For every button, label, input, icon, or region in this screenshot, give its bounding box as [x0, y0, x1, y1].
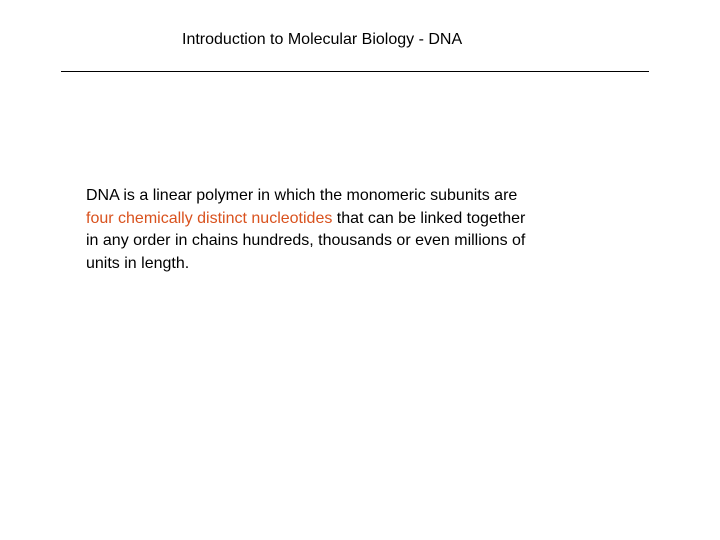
body-paragraph [86, 185, 596, 275]
body-line-4: units in length. [86, 254, 190, 272]
title-divider [61, 71, 649, 72]
body-text-block [86, 185, 596, 275]
highlighted-phrase: four chemically distinct nucleotides [86, 209, 333, 227]
body-line-2-rest: that can be linked together [332, 209, 526, 227]
body-line-2 [86, 208, 596, 231]
body-line-1: DNA is a linear polymer in which the monomeric subunits are [86, 187, 518, 204]
body-line-3: in any order in chains hundreds, thousands or even millions of [86, 232, 526, 249]
slide-title: Introduction to Molecular Biology - DNA [182, 31, 463, 48]
